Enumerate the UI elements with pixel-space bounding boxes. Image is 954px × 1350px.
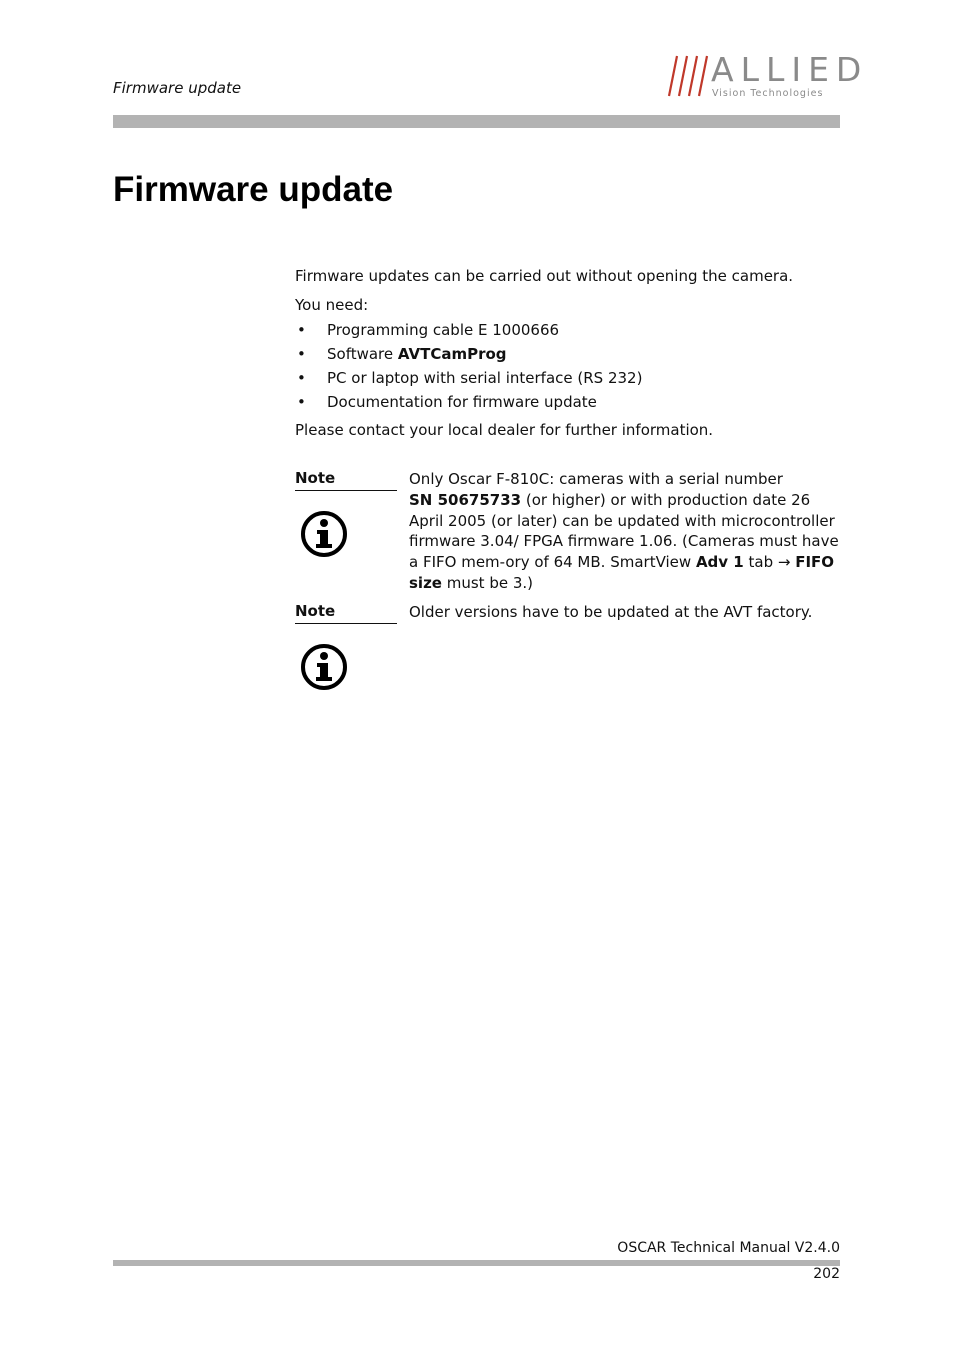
running-header-title: Firmware update <box>113 79 242 97</box>
serial-number: SN 50675733 <box>409 490 522 509</box>
note-text-line: Only Oscar F-810C: cameras with a serial number <box>409 470 783 488</box>
allied-logo <box>665 50 869 102</box>
list-item <box>295 344 642 368</box>
list-item <box>295 392 642 416</box>
logo-slashes-icon <box>665 52 711 98</box>
note-text-end: must be 3.) <box>441 573 534 592</box>
info-icon <box>300 510 348 558</box>
fifo-size-setting: FIFO size <box>409 553 835 592</box>
requirements-list <box>295 320 642 416</box>
bullet-icon: • <box>297 393 306 411</box>
arrow-right-icon: → <box>777 553 791 572</box>
bullet-icon: • <box>297 345 306 363</box>
list-item-text: Programming cable E 1000666 <box>327 321 560 339</box>
list-item <box>295 368 642 392</box>
list-item-text: Documentation for firmware update <box>327 393 597 411</box>
logo-wordmark: ALLIED <box>711 50 869 89</box>
header-divider-bar <box>113 115 840 128</box>
logo-subtext: Vision Technologies <box>712 88 824 99</box>
page-number: 202 <box>813 1266 840 1282</box>
info-icon <box>300 643 348 691</box>
list-item <box>295 320 642 344</box>
intro-paragraph: Firmware updates can be carried out without opening the camera. <box>295 267 794 285</box>
list-item-text: PC or laptop with serial interface (RS 232) <box>327 369 643 387</box>
note-text <box>409 469 841 594</box>
software-name: AVTCamProg <box>397 345 507 363</box>
note-text-tab: tab <box>743 553 778 572</box>
note-text: Older versions have to be updated at the AVT factory. <box>409 603 813 621</box>
list-item-text: Software <box>327 345 398 363</box>
note-text-body: (or higher) or with production date 26 April 2005 (or later) can be updated with microcontroller firmware 3.04/ FPGA firmware 1.06. (Cameras must have a FIFO mem-ory of 64 MB. SmartView <box>409 490 839 572</box>
bullet-icon: • <box>297 369 306 387</box>
note-label: Note <box>295 469 397 491</box>
adv-tab-name: Adv 1 <box>695 553 744 572</box>
page-title: Firmware update <box>113 170 394 209</box>
requirements-lead: You need: <box>295 296 369 314</box>
note-label: Note <box>295 602 397 624</box>
footer-divider-bar <box>113 1260 840 1266</box>
footer-manual-title: OSCAR Technical Manual V2.4.0 <box>617 1240 840 1256</box>
contact-paragraph: Please contact your local dealer for further information. <box>295 421 714 439</box>
bullet-icon: • <box>297 321 306 339</box>
